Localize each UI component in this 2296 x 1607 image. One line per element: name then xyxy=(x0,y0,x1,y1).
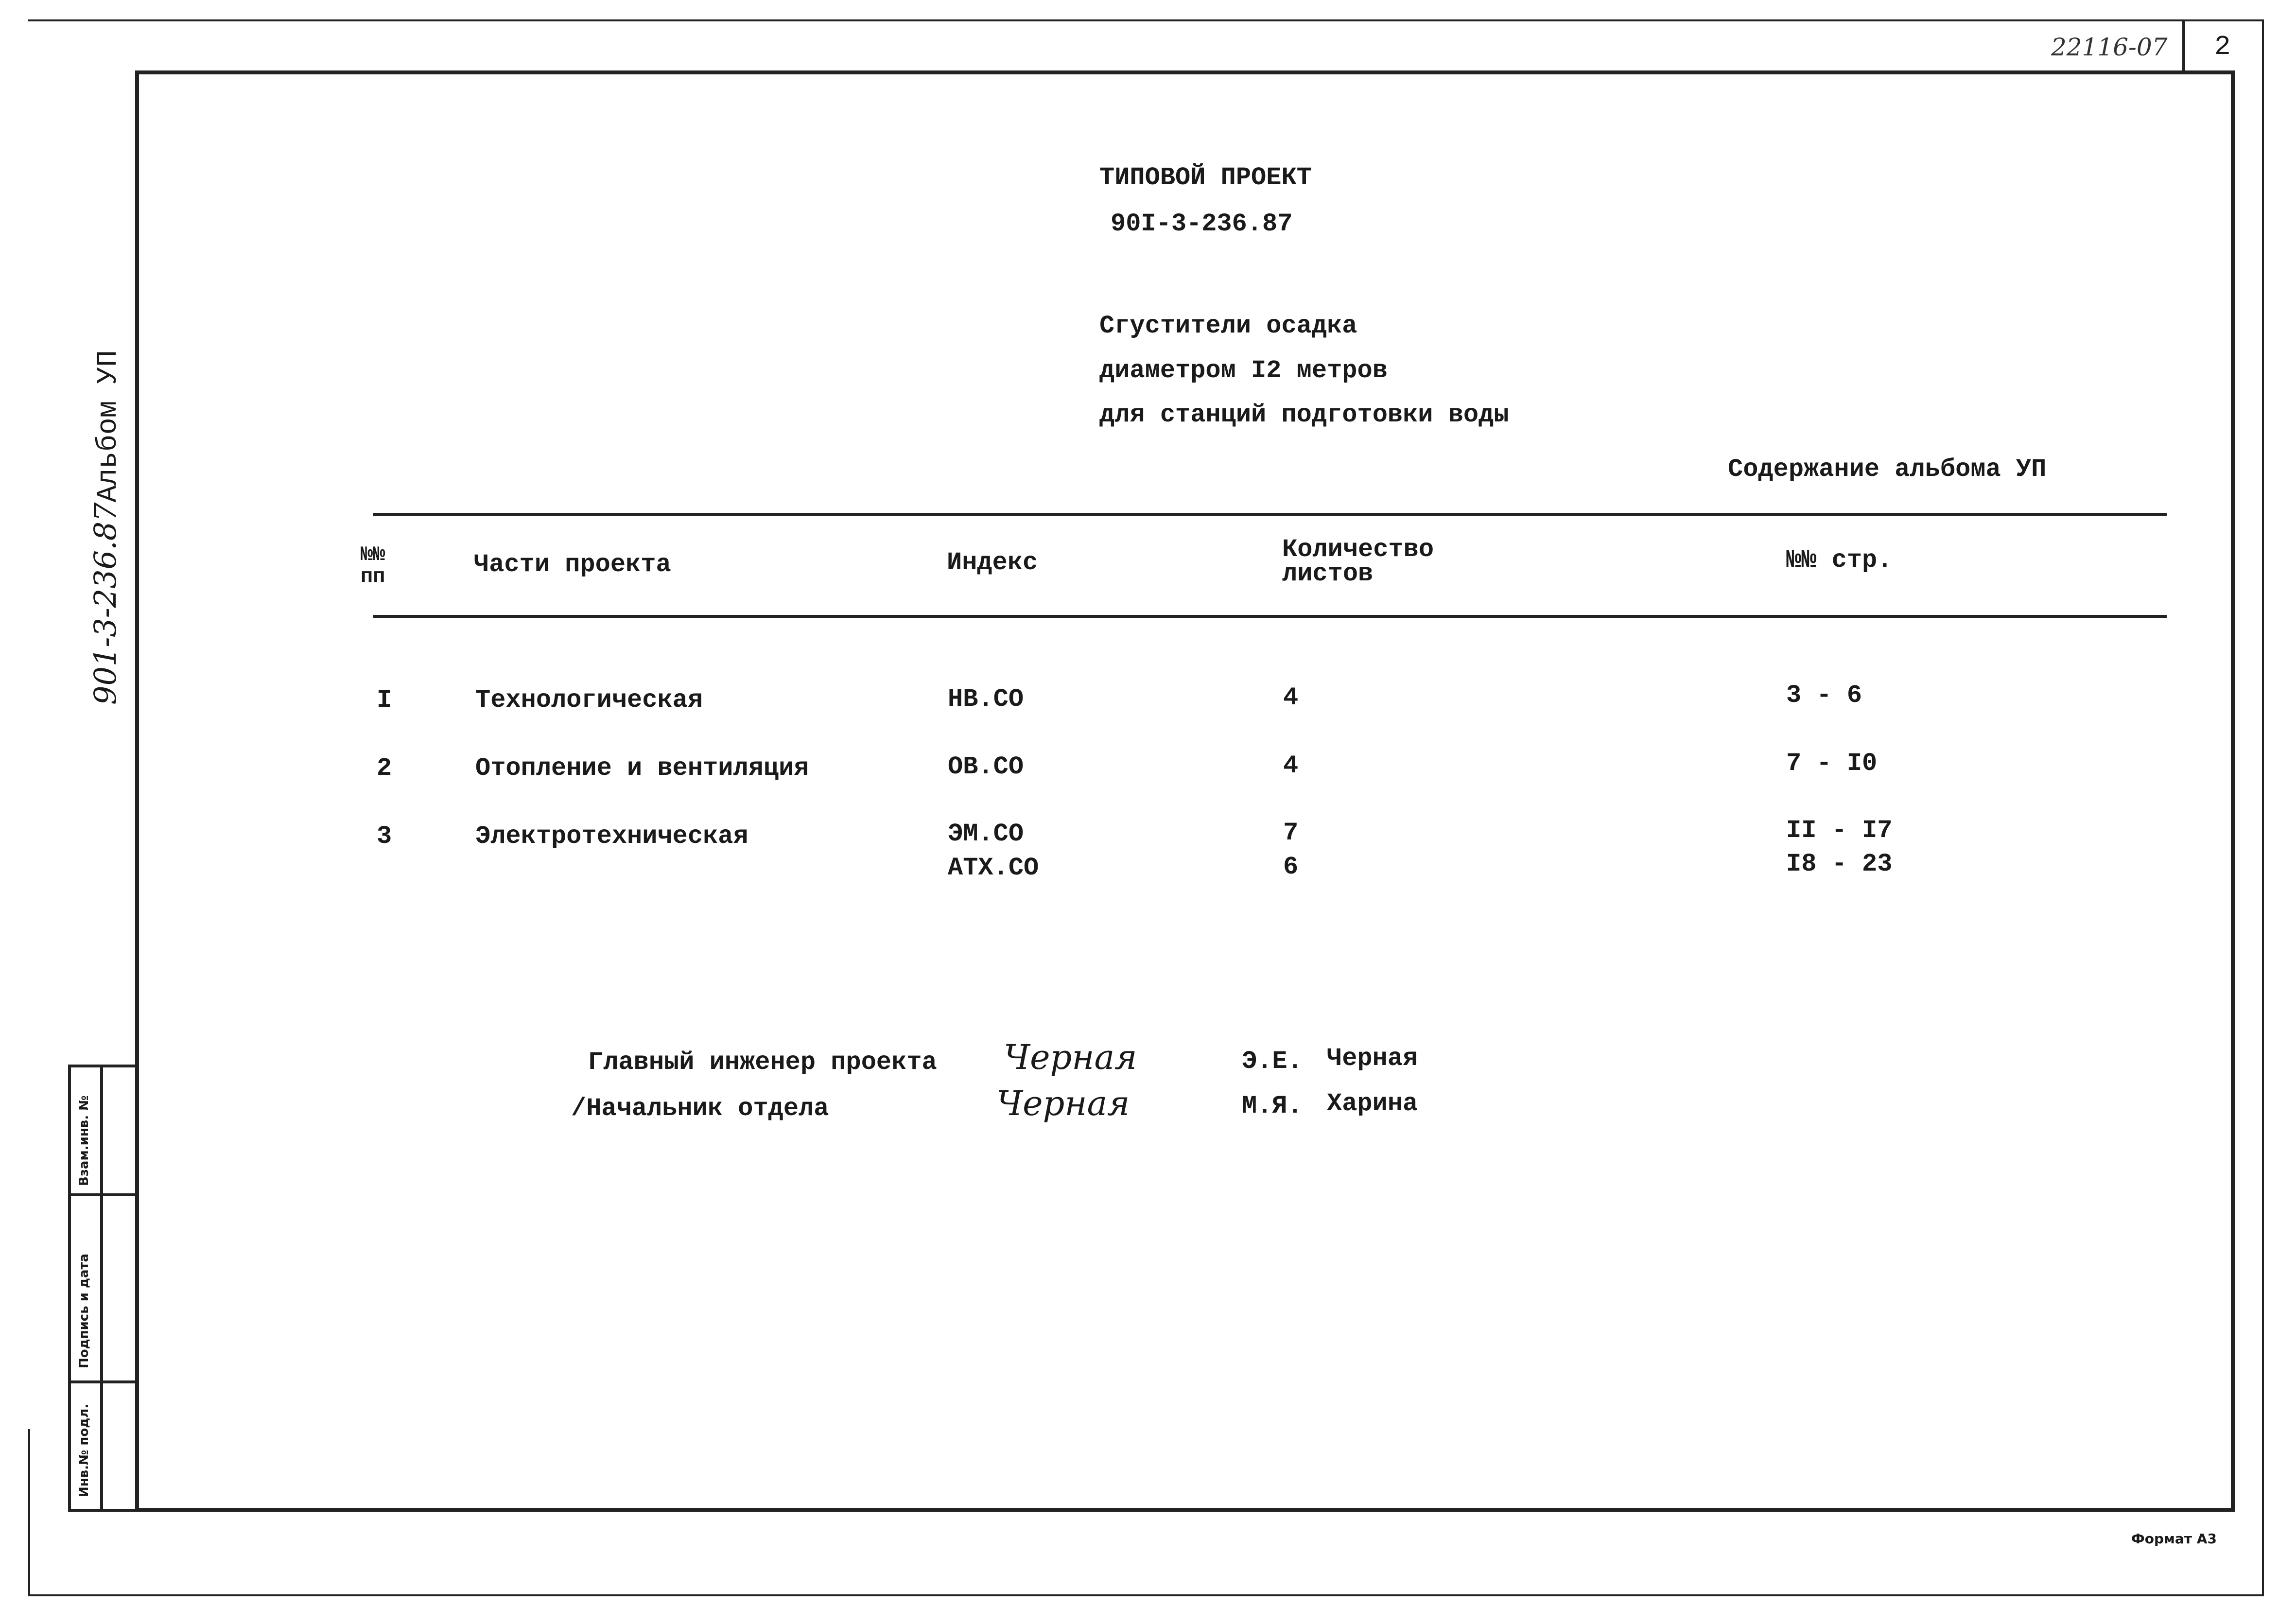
title-line-1: ТИПОВОЙ ПРОЕКТ xyxy=(1099,163,1312,192)
table-top-rule xyxy=(373,513,2167,516)
spine-album-label: Альбом УП xyxy=(93,350,124,503)
signature-1-initials: Э.Е. xyxy=(1242,1047,1303,1076)
row-1-num: I xyxy=(377,686,392,715)
row-3-index: ЭМ.СО xyxy=(948,820,1024,848)
row-1-index: НВ.СО xyxy=(948,685,1024,714)
header-part: Части проекта xyxy=(474,550,671,579)
title-line-2: 90I-3-236.87 xyxy=(1111,210,1293,238)
subtitle-line-3: для станций подготовки воды xyxy=(1099,401,1509,429)
row-2-num: 2 xyxy=(377,754,392,783)
spine-text xyxy=(87,350,124,705)
spine-album-code: 901-3-236.87 xyxy=(87,502,123,705)
row-3-part: Электротехническая xyxy=(475,822,748,851)
header-sheets-bottom: листов xyxy=(1282,559,1374,588)
outer-border-right xyxy=(2262,19,2264,1596)
sheet-number: 2 xyxy=(2214,31,2231,62)
header-sheets-top: Количество xyxy=(1282,535,1434,564)
signature-2-handwritten: Черная xyxy=(996,1083,1130,1123)
outer-border-bottom xyxy=(28,1594,2264,1596)
header-pages: №№ стр. xyxy=(1786,546,1893,575)
row-1-pages: 3 - 6 xyxy=(1786,681,1862,710)
row-3-pages: II - I7 xyxy=(1786,816,1893,845)
stamp-signature-date: Подпись и дата xyxy=(77,1253,91,1368)
stamp-inv-no: Взам.инв. № xyxy=(77,1095,91,1186)
row-3-sheets: 7 xyxy=(1283,819,1299,847)
signature-1-handwritten: Черная xyxy=(1004,1037,1137,1077)
row-2-sheets: 4 xyxy=(1283,751,1299,780)
header-num-top: №№ xyxy=(361,543,385,566)
stamp-original-inv: Инв.№ подл. xyxy=(77,1403,91,1497)
row-2-part: Отопление и вентиляция xyxy=(475,754,809,783)
signature-2-initials: М.Я. xyxy=(1242,1092,1303,1120)
main-frame xyxy=(135,70,2235,1512)
row-2-pages: 7 - I0 xyxy=(1786,749,1878,778)
row-4-sheets: 6 xyxy=(1283,853,1299,881)
signature-2-role: /Начальник отдела xyxy=(571,1094,829,1123)
row-1-sheets: 4 xyxy=(1283,683,1299,712)
signature-1-name: Черная xyxy=(1327,1044,1418,1073)
row-3-num: 3 xyxy=(377,822,392,851)
signature-1-role: Главный инженер проекта xyxy=(588,1048,937,1077)
top-code: 22116-07 xyxy=(2051,33,2168,61)
stamp-divider-1 xyxy=(68,1193,138,1196)
subtitle-line-1: Сгустители осадка xyxy=(1099,312,1357,340)
row-2-index: ОВ.СО xyxy=(948,752,1024,781)
table-header-rule xyxy=(373,615,2167,618)
subtitle-line-2: диаметром I2 метров xyxy=(1099,356,1388,385)
stamp-divider-2 xyxy=(68,1380,138,1383)
sheet-number-box xyxy=(2182,19,2264,73)
format-label: Формат А3 xyxy=(2131,1531,2217,1547)
contents-heading: Содержание альбома УП xyxy=(1728,455,2047,484)
outer-border-left xyxy=(28,1429,30,1596)
header-num-bottom: пп xyxy=(361,565,385,588)
row-4-index: АТХ.СО xyxy=(948,854,1039,882)
stamp-divider-vertical xyxy=(100,1065,103,1512)
row-1-part: Технологическая xyxy=(475,686,703,715)
signature-2-name: Харина xyxy=(1327,1089,1418,1118)
header-index: Индекс xyxy=(947,548,1038,577)
row-4-pages: I8 - 23 xyxy=(1786,850,1893,878)
outer-border-top xyxy=(28,19,2264,21)
